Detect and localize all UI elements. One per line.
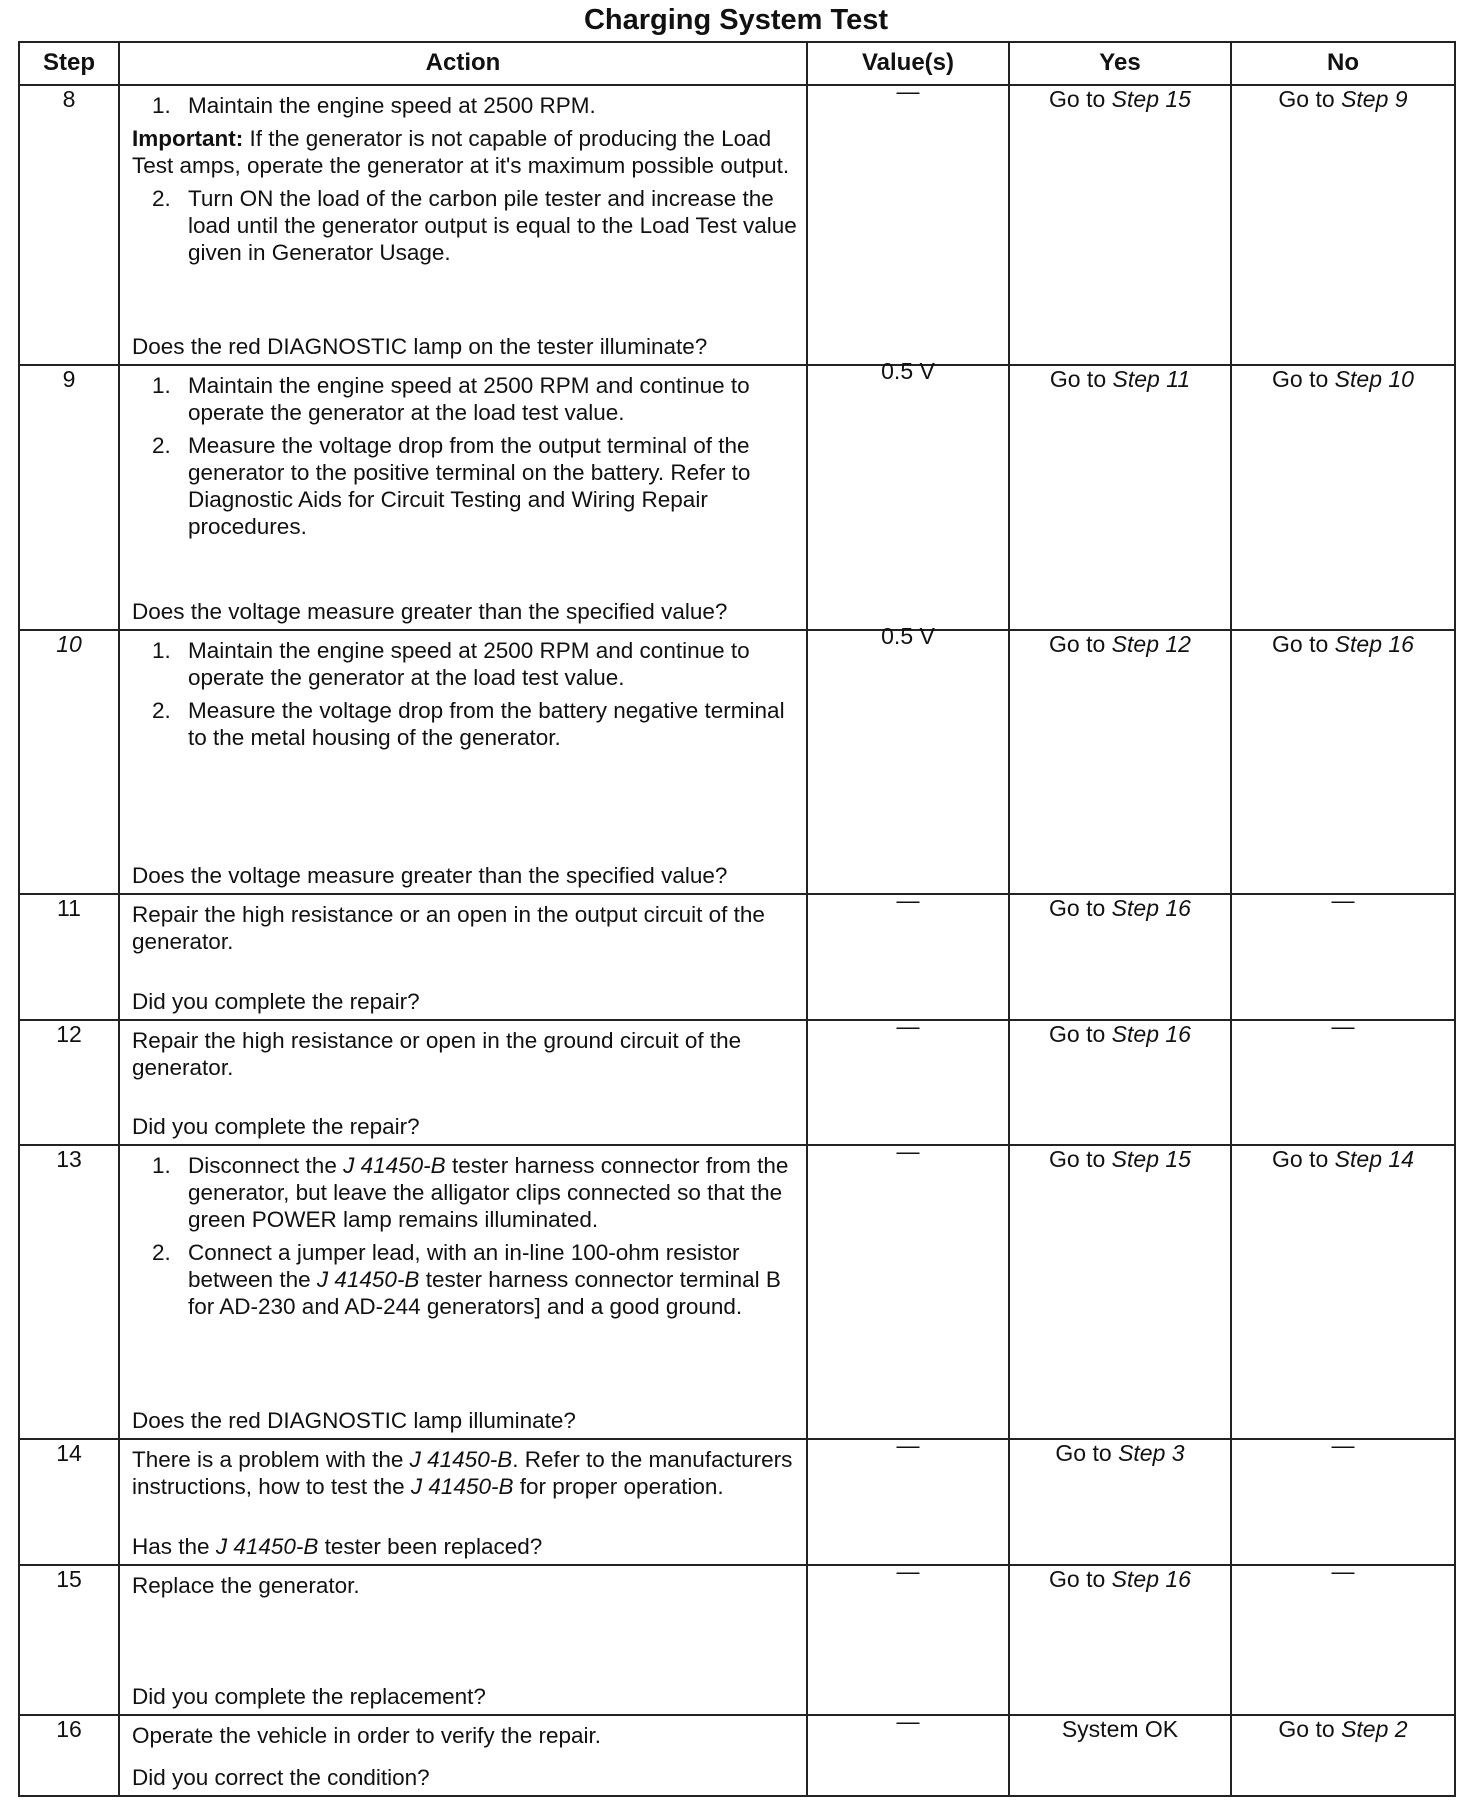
action-question: Does the voltage measure greater than the specified value? — [132, 863, 728, 889]
yes-cell: Go to Step 16 — [1009, 1565, 1231, 1715]
action-cell — [119, 85, 807, 365]
step-number: 13 — [19, 1145, 119, 1439]
action-cell — [119, 1439, 807, 1565]
table-row — [19, 1439, 1455, 1565]
step-number: 10 — [19, 630, 119, 895]
action-question: Does the red DIAGNOSTIC lamp on the tester illuminate? — [132, 333, 708, 359]
table-row — [19, 365, 1455, 630]
action-item: 1. Disconnect the J 41450-B tester harness connector from the generator, but leave the alligator clips connected so that the green POWER lamp remains illuminated. — [152, 1153, 789, 1233]
no-cell: Go to Step 14 — [1231, 1145, 1455, 1439]
header-no: No — [1231, 42, 1455, 85]
value-cell: — — [807, 1565, 1009, 1715]
value-cell: — — [807, 1145, 1009, 1439]
action-question: Did you complete the repair? — [132, 988, 420, 1014]
action-cell — [119, 1715, 807, 1796]
no-cell: — — [1231, 1565, 1455, 1715]
action-item: 2. Measure the voltage drop from the output terminal of the generator to the positive terminal on the battery. Refer to Diagnostic Aids for Circuit Testing and Wiring Repair procedures. — [152, 432, 751, 539]
action-cell — [119, 1565, 807, 1715]
step-number: 12 — [19, 1020, 119, 1146]
no-cell: Go to Step 16 — [1231, 630, 1455, 895]
no-cell: Go to Step 2 — [1231, 1715, 1455, 1796]
step-number: 16 — [19, 1715, 119, 1796]
value-cell: — — [807, 1439, 1009, 1565]
diagnostic-table — [18, 41, 1456, 1797]
action-text: There is a problem with the J 41450-B. Refer to the manufacturers instructions, how to test the J 41450-B for proper operation. — [132, 1447, 793, 1500]
action-cell — [119, 1020, 807, 1146]
table-row — [19, 85, 1455, 365]
action-item: 2. Turn ON the load of the carbon pile tester and increase the load until the generator output is equal to the Load Test value given in Generator Usage. — [152, 185, 797, 265]
yes-cell: Go to Step 15 — [1009, 1145, 1231, 1439]
action-cell — [119, 630, 807, 895]
action-question: Did you complete the replacement? — [132, 1684, 486, 1710]
action-text: Operate the vehicle in order to verify the repair. — [132, 1723, 601, 1749]
no-cell: Go to Step 10 — [1231, 365, 1455, 630]
value-cell: — — [807, 85, 1009, 365]
value-cell: — — [807, 1020, 1009, 1146]
action-question: Did you correct the condition? — [132, 1765, 430, 1790]
table-row — [19, 630, 1455, 895]
action-text: Repair the high resistance or an open in the output circuit of the generator. — [132, 902, 765, 955]
no-cell: — — [1231, 1020, 1455, 1146]
action-item: 2. Measure the voltage drop from the battery negative terminal to the metal housing of the generator. — [152, 697, 785, 750]
value-cell: 0.5 V — [807, 365, 1009, 630]
yes-cell: Go to Step 16 — [1009, 1020, 1231, 1146]
yes-cell: Go to Step 3 — [1009, 1439, 1231, 1565]
no-cell: — — [1231, 894, 1455, 1020]
yes-cell: System OK — [1009, 1715, 1231, 1796]
action-question: Does the voltage measure greater than the specified value? — [132, 598, 728, 624]
step-number: 15 — [19, 1565, 119, 1715]
action-cell — [119, 894, 807, 1020]
page-title: Charging System Test — [583, 4, 889, 36]
value-cell: — — [807, 894, 1009, 1020]
action-question: Did you complete the repair? — [132, 1114, 420, 1140]
action-item: 2. Connect a jumper lead, with an in-line 100-ohm resistor between the J 41450-B tester harness connector terminal B for AD-230 and AD-244 generators] and a good ground. — [152, 1240, 781, 1320]
header-yes: Yes — [1009, 42, 1231, 85]
action-item: 1. Maintain the engine speed at 2500 RPM. — [152, 92, 596, 118]
action-text: Repair the high resistance or open in the ground circuit of the generator. — [132, 1027, 742, 1080]
yes-cell: Go to Step 15 — [1009, 85, 1231, 365]
table-row — [19, 1565, 1455, 1715]
table-row — [19, 1020, 1455, 1146]
action-item: 1. Maintain the engine speed at 2500 RPM and continue to operate the generator at the load test value. — [152, 372, 750, 425]
yes-cell: Go to Step 16 — [1009, 894, 1231, 1020]
step-number: 11 — [19, 894, 119, 1020]
value-cell: — — [807, 1715, 1009, 1796]
action-question: Has the J 41450-B tester been replaced? — [132, 1533, 543, 1559]
yes-cell: Go to Step 11 — [1009, 365, 1231, 630]
header-action: Action — [119, 42, 807, 85]
table-row — [19, 1715, 1455, 1796]
step-number: 9 — [19, 365, 119, 630]
table-row — [19, 894, 1455, 1020]
action-question: Does the red DIAGNOSTIC lamp illuminate? — [132, 1408, 576, 1434]
action-cell — [119, 365, 807, 630]
important-note: Important: If the generator is not capable of producing the Load Test amps, operate the generator at it's maximum possible output. — [132, 125, 790, 178]
value-cell: 0.5 V — [807, 630, 1009, 895]
action-item: 1. Maintain the engine speed at 2500 RPM and continue to operate the generator at the load test value. — [152, 637, 750, 690]
no-cell: Go to Step 9 — [1231, 85, 1455, 365]
action-text: Replace the generator. — [132, 1572, 360, 1598]
no-cell: — — [1231, 1439, 1455, 1565]
step-number: 14 — [19, 1439, 119, 1565]
table-row — [19, 1145, 1455, 1439]
header-values: Value(s) — [807, 42, 1009, 85]
header-row — [19, 42, 1455, 85]
yes-cell: Go to Step 12 — [1009, 630, 1231, 895]
action-cell — [119, 1145, 807, 1439]
step-number: 8 — [19, 85, 119, 365]
header-step: Step — [19, 42, 119, 85]
